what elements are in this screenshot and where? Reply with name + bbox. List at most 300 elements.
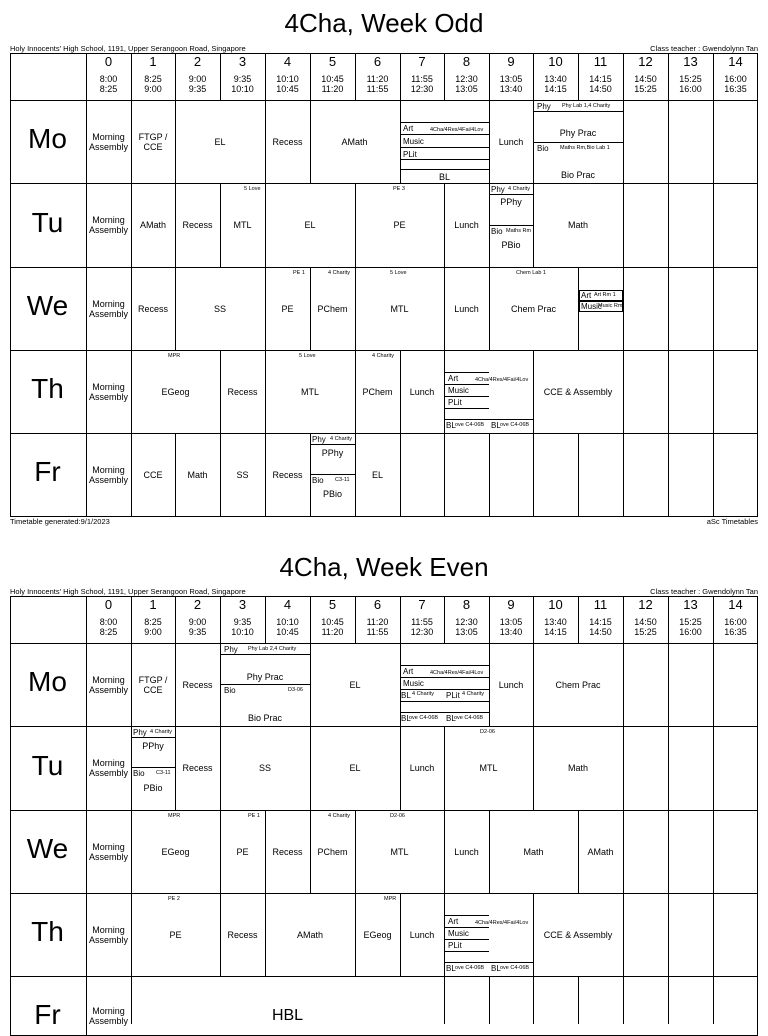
split-divider [220, 684, 310, 685]
lesson-cce-assembly: CCE & Assembly [543, 386, 613, 397]
timetable-title: 4Cha, Week Odd [284, 8, 484, 38]
cell-divider [265, 183, 266, 267]
cell-divider [355, 267, 356, 350]
lesson-amath: AMath [587, 846, 614, 857]
period-time: 10:45 11:20 [321, 617, 344, 637]
cell-divider [265, 100, 266, 183]
lesson-morning-assembly: Morning Assembly [88, 381, 128, 402]
period-time: 16:00 16:35 [724, 617, 747, 637]
cell-divider [533, 350, 534, 433]
period-number: 5 [328, 597, 337, 612]
lesson-morning-assembly: Morning Assembly [88, 465, 128, 485]
split-divider [400, 701, 489, 702]
cell-divider [713, 810, 714, 893]
lesson-lunch: Lunch [454, 303, 479, 314]
lesson-ss: SS [258, 763, 271, 773]
lesson-pbio: PBio [501, 240, 521, 250]
row-divider [10, 643, 758, 644]
period-time: 13:40 14:15 [544, 74, 567, 94]
period-number: 8 [462, 54, 471, 69]
lesson-recess: Recess [227, 929, 258, 940]
cell-divider [265, 267, 266, 350]
cell-divider [355, 433, 356, 517]
row-divider [10, 810, 758, 811]
cell-divider [668, 433, 669, 517]
lesson-ss: SS [213, 303, 226, 314]
period-number: 6 [373, 54, 382, 69]
cell-divider [489, 100, 490, 183]
cell-divider [131, 643, 132, 726]
period-number: 13 [683, 597, 698, 612]
lesson-lunch: Lunch [498, 679, 524, 690]
lesson-phy: Phy [491, 185, 505, 194]
lesson-plit: PLit [448, 398, 462, 407]
room-label: Chem Lab 1 [516, 270, 546, 276]
cell-divider [400, 726, 401, 810]
lesson-bio: Bio [537, 144, 549, 153]
day-label: Fr [34, 999, 61, 1030]
lesson-el: EL [304, 220, 316, 230]
lesson-pe: PE [169, 929, 182, 940]
lesson-hbl: HBL [271, 1007, 304, 1024]
day-column-divider [86, 53, 87, 517]
cell-divider [533, 183, 534, 267]
cell-divider [265, 893, 266, 976]
split-divider [489, 194, 533, 195]
period-time: 15:25 16:00 [679, 74, 702, 94]
room-label: 4 Charity [372, 353, 395, 359]
cell-divider [265, 350, 266, 433]
split-divider [533, 111, 623, 112]
cell-divider [310, 100, 311, 183]
lesson-bio-prac: Bio Prac [247, 713, 282, 723]
lesson-el: EL [214, 136, 226, 147]
period-number: 2 [193, 597, 202, 612]
cell-divider [310, 643, 311, 726]
lesson-amath: AMath [296, 929, 323, 940]
cell-divider [713, 350, 714, 433]
row-divider [10, 350, 758, 351]
lesson-math: Math [523, 846, 544, 857]
lesson-bl: BL [491, 964, 501, 973]
room-label: 4 Charity [508, 186, 531, 192]
lesson-bl: BL [401, 714, 411, 723]
cell-divider [578, 433, 579, 517]
period-time: 10:10 10:45 [276, 74, 299, 94]
cell-divider [623, 350, 624, 433]
lesson-lunch: Lunch [409, 763, 435, 773]
split-divider [400, 147, 489, 148]
period-time: 12:30 13:05 [455, 617, 478, 637]
cell-divider [578, 810, 579, 893]
cell-divider [713, 433, 714, 517]
split-divider [533, 142, 623, 143]
cell-divider [220, 183, 221, 267]
cell-divider [668, 726, 669, 810]
split-divider [131, 737, 175, 738]
split-divider [444, 915, 489, 916]
split-divider [444, 372, 489, 373]
period-number: 0 [104, 54, 113, 69]
cell-divider [533, 726, 534, 810]
lesson-art: Art [448, 917, 459, 926]
cell-divider [713, 267, 714, 350]
period-time: 13:05 13:40 [499, 617, 523, 637]
cell-divider [175, 643, 176, 726]
period-number: 6 [373, 597, 382, 612]
room-label: Phy Lab 1,4 Charity [562, 103, 611, 109]
day-label: Mo [28, 666, 67, 697]
lesson-morning-assembly: Morning Assembly [88, 924, 128, 945]
lesson-el: EL [371, 470, 383, 480]
period-number: 10 [548, 54, 563, 69]
cell-divider [444, 433, 445, 517]
split-divider [400, 122, 489, 123]
room-label: PE 2 [168, 896, 180, 902]
cell-divider [400, 350, 401, 433]
lesson-art: Art [403, 667, 414, 676]
lesson-egeog: EGeog [363, 929, 392, 940]
timetable-title: 4Cha, Week Even [279, 552, 489, 582]
cell-divider [444, 976, 445, 1024]
row-divider [10, 183, 758, 184]
split-divider [400, 677, 489, 678]
lesson-egeog: EGeog [161, 846, 190, 857]
period-number: 2 [193, 54, 202, 69]
cell-divider [489, 433, 490, 517]
lesson-lunch: Lunch [409, 929, 435, 940]
lesson-music: Music [403, 679, 424, 688]
lesson-math: Math [567, 220, 588, 230]
period-number: 3 [238, 54, 247, 69]
lesson-chem-prac: Chem Prac [510, 303, 556, 314]
period-number: 14 [728, 54, 743, 69]
row-divider [10, 100, 758, 101]
room-label: 4 Charity [328, 813, 351, 819]
day-label: Tu [31, 750, 64, 781]
cell-divider [713, 726, 714, 810]
period-number: 7 [418, 597, 426, 612]
cell-divider [310, 726, 311, 810]
lesson-music: Music [448, 386, 469, 395]
room-label: 4 Charity [462, 691, 485, 697]
room-label: ove C4-06B [455, 422, 485, 428]
lesson-mtl: MTL [390, 303, 409, 314]
lesson-cce-assembly: CCE & Assembly [543, 929, 613, 940]
day-label: Th [31, 373, 64, 404]
cell-divider [131, 267, 132, 350]
lesson-phy: Phy [537, 102, 551, 111]
lesson-recess: Recess [272, 846, 303, 857]
lesson-egeog: EGeog [161, 386, 190, 397]
period-time: 9:00 9:35 [188, 617, 207, 637]
lesson-pchem: PChem [317, 303, 348, 314]
lesson-pe: PE [393, 220, 406, 230]
split-divider [400, 689, 489, 690]
period-time: 14:50 15:25 [634, 74, 657, 94]
split-divider [489, 225, 533, 226]
period-time: 15:25 16:00 [679, 617, 702, 637]
period-time: 8:00 8:25 [99, 74, 118, 94]
lesson-el: EL [349, 679, 361, 690]
lesson-pe: PE [236, 846, 249, 857]
cell-divider [668, 183, 669, 267]
split-divider [400, 134, 489, 135]
lesson-mtl: MTL [479, 763, 498, 773]
period-number: 9 [507, 54, 515, 69]
cell-divider [355, 350, 356, 433]
class-teacher: Class teacher : Gwendolynn Tan [650, 587, 758, 596]
room-label: 4Cha/4Res/4Fai/4Lov [475, 920, 529, 926]
room-label: Art Rm 1 [594, 292, 616, 298]
lesson-bl: BL [491, 421, 501, 430]
cell-divider [220, 350, 221, 433]
lesson-chem-prac: Chem Prac [555, 679, 601, 690]
lesson-music: Music [403, 137, 424, 146]
cell-divider [489, 976, 490, 1024]
period-number: 4 [283, 597, 292, 612]
lesson-math: Math [187, 470, 208, 480]
lesson-recess: Recess [182, 763, 213, 773]
room-label: ove C4-06B [454, 715, 484, 721]
period-time: 8:00 8:25 [99, 617, 118, 637]
cell-divider [175, 726, 176, 810]
period-number: 12 [638, 597, 653, 612]
period-number: 1 [149, 597, 157, 612]
row-divider [10, 893, 758, 894]
cell-divider [623, 643, 624, 726]
period-time: 16:00 16:35 [724, 74, 747, 94]
period-time: 10:10 10:45 [276, 617, 299, 637]
lesson-bl: BL [446, 964, 456, 973]
cell-divider [489, 643, 490, 726]
split-divider [444, 927, 489, 928]
room-label: Phy Lab 2,4 Charity [248, 646, 297, 652]
lesson-morning-assembly: Morning Assembly [88, 215, 128, 235]
lesson-mtl: MTL [390, 846, 409, 857]
period-number: 9 [507, 597, 515, 612]
lesson-pphy: PPhy [500, 197, 522, 207]
software-credit: aSc Timetables [706, 517, 758, 526]
room-label: MPR [384, 896, 397, 902]
room-label: 4Cha/4Res/4Fai/4Lov [430, 127, 484, 133]
period-number: 1 [149, 54, 157, 69]
lesson-morning-assembly: Morning Assembly [88, 131, 128, 152]
period-number: 12 [638, 54, 653, 69]
room-label: 5 Love [244, 186, 261, 192]
period-number: 3 [238, 597, 247, 612]
period-time: 10:45 11:20 [321, 74, 344, 94]
cell-divider [310, 810, 311, 893]
split-divider [220, 654, 310, 655]
split-divider [400, 159, 489, 160]
cell-divider [265, 810, 266, 893]
split-divider [444, 419, 533, 420]
lesson-recess: Recess [272, 470, 303, 480]
cell-divider [310, 433, 311, 517]
lesson-recess: Recess [182, 679, 213, 690]
room-label: 4Cha/4Res/4Fai/4Lov [430, 670, 484, 676]
lesson-plit: PLit [448, 941, 462, 950]
lesson-bl: BL [438, 171, 450, 182]
cell-divider [713, 183, 714, 267]
lesson-bio-prac: Bio Prac [560, 170, 595, 180]
lesson-plit: PLit [403, 150, 417, 159]
lesson-cce: CCE [143, 470, 163, 480]
room-label: ove C4-06B [500, 422, 530, 428]
cell-divider [400, 643, 401, 726]
room-label: 4 Charity [412, 691, 435, 697]
cell-divider [355, 183, 356, 267]
split-divider [400, 169, 489, 170]
school-name: Holy Innocents' High School, 1191, Upper Serangoon Road, Singapore [10, 44, 246, 53]
room-label: 4 Charity [150, 729, 173, 735]
period-time: 14:15 14:50 [589, 617, 612, 637]
split-divider [310, 474, 355, 475]
period-time: 11:55 12:30 [410, 617, 434, 637]
lesson-phy: Phy [133, 728, 147, 737]
room-label: Maths Rm,Bio Lab 1 [560, 145, 610, 151]
cell-divider [400, 100, 401, 183]
period-number: 11 [593, 54, 608, 69]
lesson-recess: Recess [137, 303, 168, 314]
cell-divider [131, 350, 132, 433]
split-divider [444, 384, 489, 385]
room-label: ove C4-06B [409, 715, 439, 721]
room-label: PE 1 [293, 270, 305, 276]
cell-divider [444, 267, 445, 350]
lesson-phy: Phy [224, 645, 238, 654]
cell-divider [131, 893, 132, 976]
cell-divider [131, 433, 132, 517]
cell-divider [444, 893, 445, 976]
split-divider [444, 939, 489, 940]
cell-divider [131, 183, 132, 267]
period-number: 11 [593, 597, 608, 612]
lesson-ftgp-cce: FTGP / CCE [138, 674, 168, 695]
cell-divider [668, 893, 669, 976]
room-label: MPR [168, 353, 181, 359]
row-divider [10, 726, 758, 727]
cell-divider [623, 893, 624, 976]
lesson-music: Music [448, 929, 469, 938]
lesson-pchem: PChem [362, 386, 393, 397]
day-label: Fr [34, 456, 61, 487]
room-label: D3-06 [288, 687, 303, 693]
period-number: 5 [328, 54, 337, 69]
room-label: ove C4-06B [500, 965, 530, 971]
cell-divider [713, 893, 714, 976]
cell-divider [220, 433, 221, 517]
cell-divider [623, 976, 624, 1024]
cell-divider [623, 267, 624, 350]
cell-divider [444, 810, 445, 893]
cell-divider [668, 267, 669, 350]
period-time: 11:20 11:55 [366, 74, 389, 94]
lesson-mtl: MTL [301, 386, 319, 397]
day-column-divider [86, 596, 87, 1036]
day-label: Mo [28, 123, 67, 154]
cell-divider [623, 433, 624, 517]
lesson-lunch: Lunch [498, 136, 524, 147]
cell-divider [175, 433, 176, 517]
period-time: 13:05 13:40 [499, 74, 523, 94]
lesson-recess: Recess [227, 386, 258, 397]
lesson-pe: PE [281, 303, 294, 314]
cell-divider [578, 267, 579, 350]
cell-divider [668, 350, 669, 433]
lesson-morning-assembly: Morning Assembly [88, 298, 128, 319]
lesson-recess: Recess [182, 220, 213, 230]
lesson-pbio: PBio [322, 489, 342, 499]
lesson-el: EL [349, 763, 361, 773]
period-time: 14:15 14:50 [589, 74, 612, 94]
cell-divider [131, 726, 132, 810]
lesson-art: Art [448, 374, 459, 383]
lesson-bl: BL [446, 421, 456, 430]
day-label: We [26, 833, 69, 864]
row-divider [10, 267, 758, 268]
cell-divider [265, 433, 266, 517]
day-label: We [26, 290, 69, 321]
period-time: 14:50 15:25 [634, 617, 657, 637]
room-label: C3-11 [156, 770, 171, 776]
cell-divider [220, 810, 221, 893]
room-label: D2-06 [390, 813, 405, 819]
lesson-morning-assembly: Morning Assembly [88, 674, 128, 695]
day-label: Th [31, 916, 64, 947]
split-divider [310, 444, 355, 445]
split-divider [444, 951, 489, 952]
period-number: 4 [283, 54, 292, 69]
lesson-music: Music [581, 302, 602, 311]
cell-divider [131, 100, 132, 183]
cell-divider [489, 810, 490, 893]
room-label: 4 Charity [328, 270, 351, 276]
lesson-phy-prac: Phy Prac [246, 672, 284, 682]
lesson-recess: Recess [272, 136, 303, 147]
cell-divider [533, 643, 534, 726]
lesson-phy: Phy [312, 435, 326, 444]
lesson-art: Art [581, 291, 592, 300]
lesson-lunch: Lunch [454, 846, 479, 857]
lesson-bio: Bio [312, 476, 324, 485]
cell-divider [533, 893, 534, 976]
lesson-bio: Bio [491, 227, 503, 236]
period-time: 9:00 9:35 [188, 74, 207, 94]
cell-divider [623, 183, 624, 267]
cell-divider [668, 100, 669, 183]
room-label: PE 1 [248, 813, 260, 819]
school-name: Holy Innocents' High School, 1191, Upper Serangoon Road, Singapore [10, 587, 246, 596]
cell-divider [355, 893, 356, 976]
cell-divider [220, 893, 221, 976]
period-time: 11:55 12:30 [410, 74, 434, 94]
cell-divider [533, 433, 534, 517]
period-time: 8:25 9:00 [144, 74, 162, 94]
room-label: 5 Love [299, 353, 316, 359]
cell-divider [533, 976, 534, 1024]
room-label: C3-11 [335, 477, 350, 483]
lesson-bio: Bio [133, 769, 145, 778]
period-time: 12:30 13:05 [455, 74, 478, 94]
cell-divider [668, 976, 669, 1024]
lesson-lunch: Lunch [409, 386, 435, 397]
lesson-phy-prac: Phy Prac [559, 128, 597, 138]
period-number: 14 [728, 597, 743, 612]
period-time: 11:20 11:55 [366, 617, 389, 637]
split-divider [400, 665, 489, 666]
